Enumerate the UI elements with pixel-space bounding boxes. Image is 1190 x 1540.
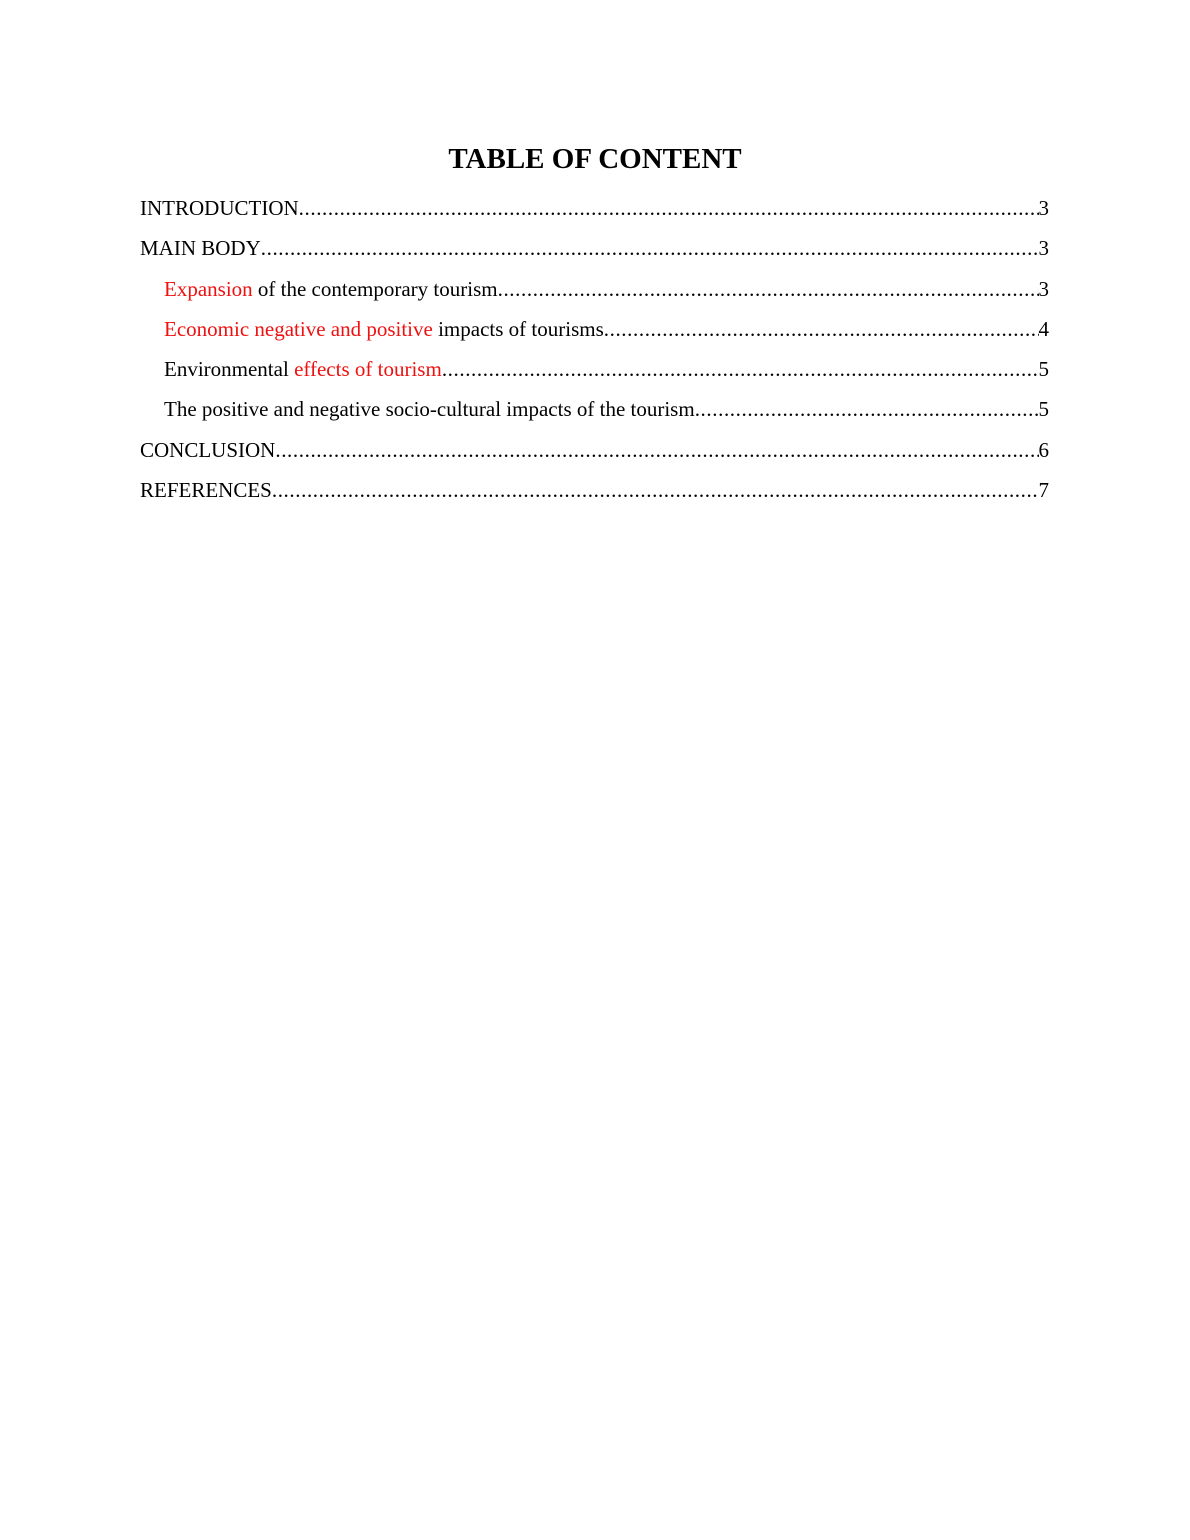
toc-entry-title xyxy=(140,433,275,467)
dot-leader xyxy=(604,312,1039,346)
toc-entry[interactable] xyxy=(140,473,1049,513)
toc-entry[interactable] xyxy=(140,191,1049,231)
dot-leader xyxy=(695,392,1039,426)
toc-entry-title xyxy=(164,272,498,306)
toc-entry-title xyxy=(164,352,442,386)
dot-leader xyxy=(272,473,1039,507)
toc-entry[interactable] xyxy=(140,392,1049,432)
toc-entry[interactable] xyxy=(140,272,1049,312)
dot-leader xyxy=(498,272,1039,306)
dot-leader xyxy=(299,191,1039,225)
toc-entry-title-highlighted: Expansion xyxy=(164,276,253,301)
toc-entry-title xyxy=(164,392,695,426)
toc-entry[interactable] xyxy=(140,352,1049,392)
toc-entry-title-segment: CONCLUSION xyxy=(140,437,276,462)
toc-entry-page-number: 5 xyxy=(1038,397,1049,422)
toc-entry-title xyxy=(140,231,261,265)
toc-entry-title-segment: Environmental xyxy=(164,357,295,382)
toc-entry-page-number: 5 xyxy=(1038,357,1049,382)
toc-entry-title-segment: MAIN BODY xyxy=(140,236,261,261)
toc-entry-page-number: 3 xyxy=(1038,236,1049,261)
toc-entry-title-segment: INTRODUCTION xyxy=(140,196,299,220)
toc-entry-title xyxy=(164,312,604,346)
table-of-contents xyxy=(140,191,1049,513)
toc-entry-title-segment: REFERENCES xyxy=(140,478,272,503)
dot-leader xyxy=(275,433,1038,467)
dot-leader xyxy=(442,352,1039,386)
toc-entry-title-segment: impacts of tourisms xyxy=(432,316,604,341)
toc-entry[interactable] xyxy=(140,231,1049,271)
toc-entry[interactable] xyxy=(140,433,1049,473)
toc-entry-title xyxy=(140,473,272,507)
toc-entry-title-highlighted: effects of tourism xyxy=(294,357,442,382)
toc-entry-page-number: 6 xyxy=(1038,437,1049,462)
toc-entry-title-highlighted: Economic negative and positive xyxy=(164,316,433,341)
toc-entry[interactable] xyxy=(140,312,1049,352)
toc-entry-page-number: 7 xyxy=(1038,478,1049,503)
toc-entry-page-number: 4 xyxy=(1038,316,1049,341)
toc-entry-title-segment: The positive and negative socio-cultural impacts of the tourism xyxy=(164,397,695,422)
toc-entry-title-segment: of the contemporary tourism xyxy=(252,276,498,301)
toc-entry-page-number: 3 xyxy=(1038,276,1049,301)
dot-leader xyxy=(261,231,1039,265)
page-title: TABLE OF CONTENT xyxy=(448,143,742,175)
toc-entry-title xyxy=(140,191,299,225)
toc-entry-page-number: 3 xyxy=(1038,196,1049,220)
